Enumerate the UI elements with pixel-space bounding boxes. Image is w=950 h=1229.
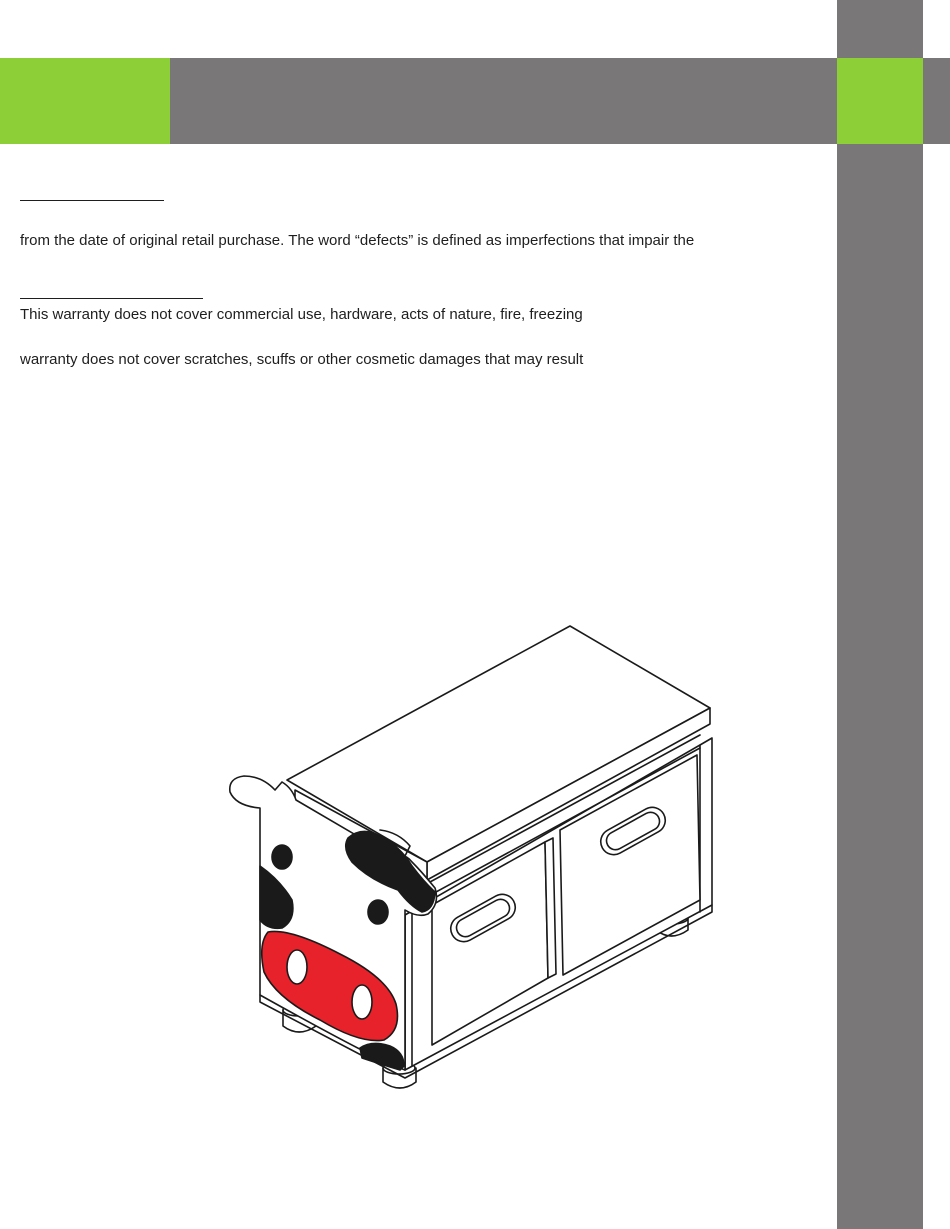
header-title-bar	[170, 58, 837, 144]
warranty-text-line: from the date of original retail purchase. The word “defects” is defined as imperfections that impair the	[20, 232, 695, 249]
cow-eye	[272, 845, 292, 869]
exclusions-text-line: This warranty does not cover commercial use, hardware, acts of nature, fire, freezing	[20, 306, 583, 323]
header-accent-right	[837, 58, 923, 144]
side-bar	[837, 0, 923, 1229]
section-heading-rule	[20, 298, 203, 299]
cow-nostril	[352, 985, 372, 1019]
exclusions-text-line: warranty does not cover scratches, scuffs or other cosmetic damages that may result	[20, 351, 584, 368]
cow-bench-illustration	[220, 620, 720, 1100]
section-heading-rule	[20, 200, 164, 201]
header-band	[0, 58, 950, 144]
header-edge	[923, 58, 950, 144]
cow-eye	[368, 900, 388, 924]
cow-nostril	[287, 950, 307, 984]
header-accent-left	[0, 58, 170, 144]
